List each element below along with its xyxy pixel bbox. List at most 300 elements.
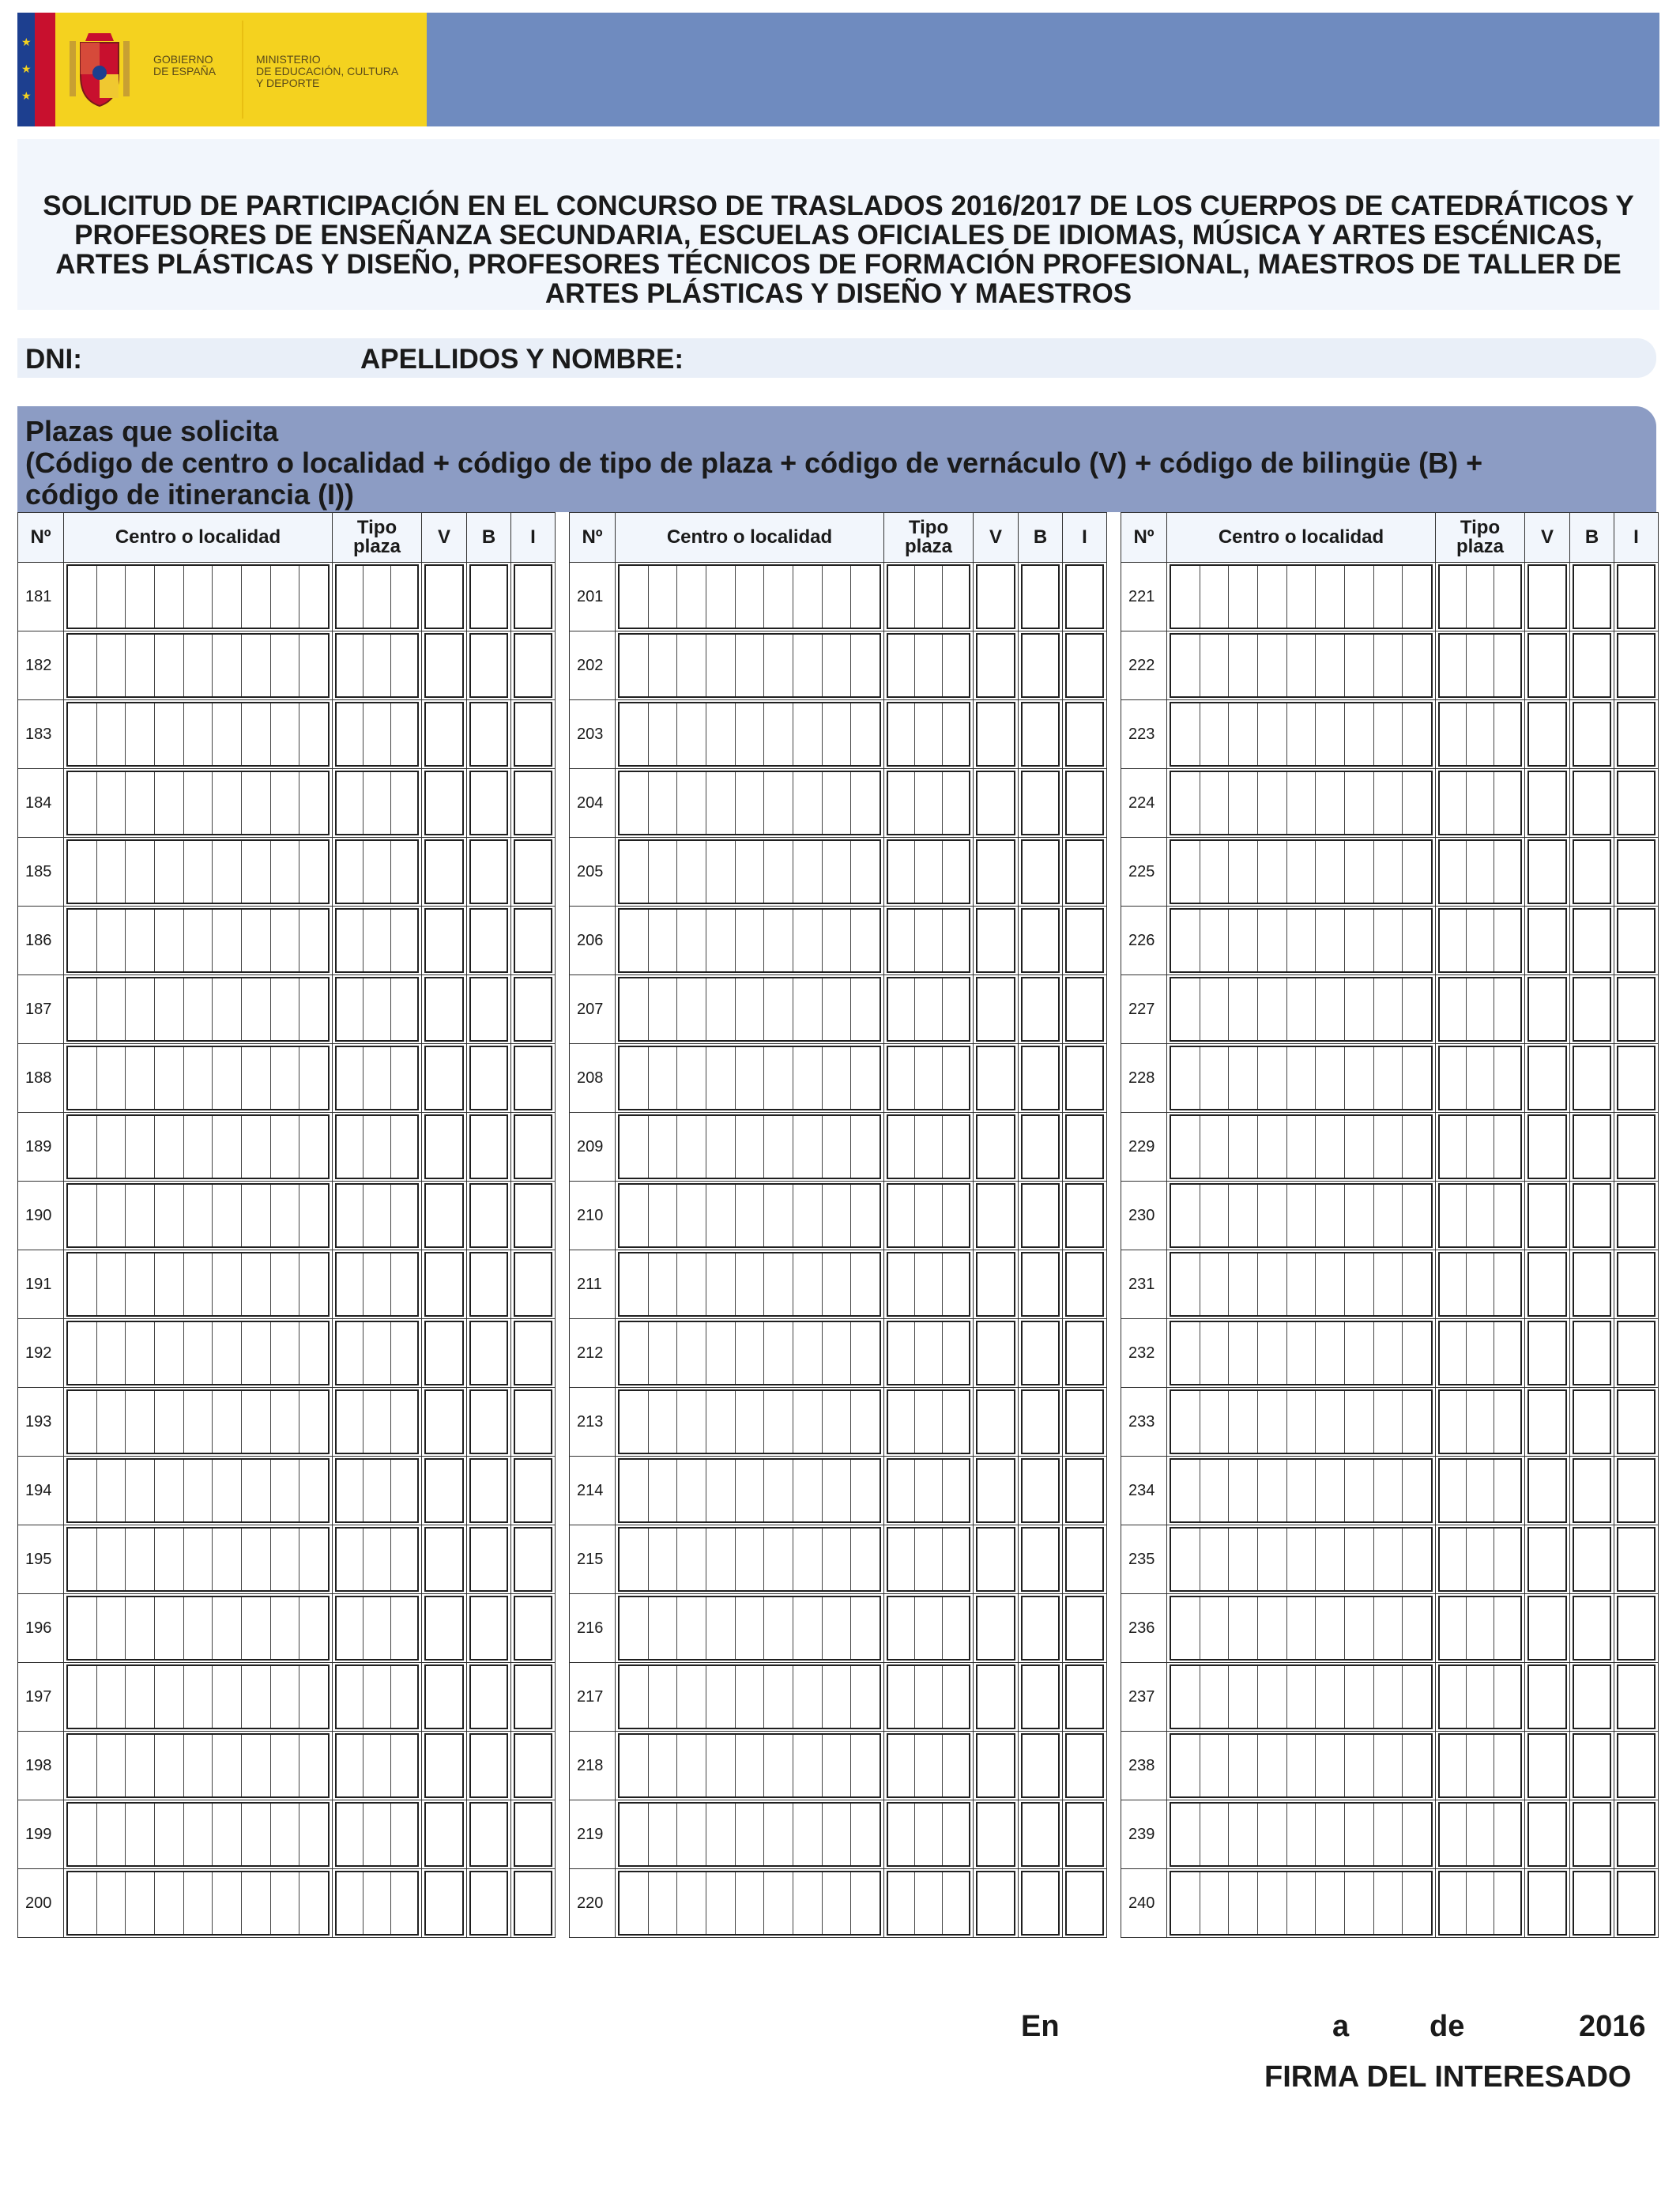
itinerancia-box[interactable] xyxy=(1065,771,1104,835)
vernaculo-box[interactable] xyxy=(424,1527,464,1592)
vernaculo-box[interactable] xyxy=(976,1389,1015,1454)
bilingue-box[interactable] xyxy=(1021,1664,1060,1729)
centro-code-boxes[interactable] xyxy=(618,1871,881,1936)
itinerancia-box[interactable] xyxy=(1065,1458,1104,1523)
centro-code-boxes[interactable] xyxy=(618,1389,881,1454)
tipo-plaza-boxes[interactable] xyxy=(887,564,970,629)
vernaculo-box[interactable] xyxy=(424,839,464,904)
centro-code-boxes[interactable] xyxy=(618,977,881,1042)
tipo-plaza-boxes[interactable] xyxy=(1438,908,1522,973)
vernaculo-box[interactable] xyxy=(424,1389,464,1454)
tipo-plaza-boxes[interactable] xyxy=(887,1321,970,1385)
tipo-plaza-boxes[interactable] xyxy=(1438,1596,1522,1661)
vernaculo-box[interactable] xyxy=(1527,771,1567,835)
tipo-plaza-boxes[interactable] xyxy=(887,1046,970,1110)
vernaculo-box[interactable] xyxy=(424,702,464,767)
tipo-plaza-boxes[interactable] xyxy=(887,839,970,904)
vernaculo-box[interactable] xyxy=(1527,1527,1567,1592)
itinerancia-box[interactable] xyxy=(1065,1183,1104,1248)
centro-code-boxes[interactable] xyxy=(66,908,330,973)
centro-code-boxes[interactable] xyxy=(618,908,881,973)
bilingue-box[interactable] xyxy=(1021,1733,1060,1798)
vernaculo-box[interactable] xyxy=(976,1046,1015,1110)
centro-code-boxes[interactable] xyxy=(618,564,881,629)
centro-code-boxes[interactable] xyxy=(1170,1183,1433,1248)
centro-code-boxes[interactable] xyxy=(66,1458,330,1523)
tipo-plaza-boxes[interactable] xyxy=(887,1458,970,1523)
vernaculo-box[interactable] xyxy=(1527,1114,1567,1179)
centro-code-boxes[interactable] xyxy=(66,1871,330,1936)
tipo-plaza-boxes[interactable] xyxy=(887,1252,970,1317)
tipo-plaza-boxes[interactable] xyxy=(335,702,419,767)
itinerancia-box[interactable] xyxy=(1065,908,1104,973)
itinerancia-box[interactable] xyxy=(514,1389,552,1454)
itinerancia-box[interactable] xyxy=(514,1664,552,1729)
centro-code-boxes[interactable] xyxy=(66,702,330,767)
vernaculo-box[interactable] xyxy=(976,908,1015,973)
bilingue-box[interactable] xyxy=(469,1183,508,1248)
tipo-plaza-boxes[interactable] xyxy=(335,771,419,835)
centro-code-boxes[interactable] xyxy=(618,1664,881,1729)
tipo-plaza-boxes[interactable] xyxy=(335,1733,419,1798)
bilingue-box[interactable] xyxy=(1021,1527,1060,1592)
itinerancia-box[interactable] xyxy=(514,633,552,698)
vernaculo-box[interactable] xyxy=(976,1458,1015,1523)
itinerancia-box[interactable] xyxy=(514,908,552,973)
bilingue-box[interactable] xyxy=(469,1114,508,1179)
tipo-plaza-boxes[interactable] xyxy=(335,1183,419,1248)
itinerancia-box[interactable] xyxy=(1617,839,1656,904)
itinerancia-box[interactable] xyxy=(1065,1046,1104,1110)
itinerancia-box[interactable] xyxy=(1617,1046,1656,1110)
tipo-plaza-boxes[interactable] xyxy=(887,1733,970,1798)
itinerancia-box[interactable] xyxy=(514,1527,552,1592)
bilingue-box[interactable] xyxy=(469,1252,508,1317)
centro-code-boxes[interactable] xyxy=(66,1046,330,1110)
itinerancia-box[interactable] xyxy=(514,1458,552,1523)
bilingue-box[interactable] xyxy=(469,1802,508,1867)
centro-code-boxes[interactable] xyxy=(66,1321,330,1385)
tipo-plaza-boxes[interactable] xyxy=(335,839,419,904)
centro-code-boxes[interactable] xyxy=(1170,702,1433,767)
centro-code-boxes[interactable] xyxy=(66,1183,330,1248)
bilingue-box[interactable] xyxy=(1573,1046,1611,1110)
vernaculo-box[interactable] xyxy=(1527,839,1567,904)
centro-code-boxes[interactable] xyxy=(618,1802,881,1867)
bilingue-box[interactable] xyxy=(1573,702,1611,767)
vernaculo-box[interactable] xyxy=(424,1458,464,1523)
tipo-plaza-boxes[interactable] xyxy=(335,564,419,629)
itinerancia-box[interactable] xyxy=(1065,1321,1104,1385)
vernaculo-box[interactable] xyxy=(976,1321,1015,1385)
tipo-plaza-boxes[interactable] xyxy=(887,1114,970,1179)
bilingue-box[interactable] xyxy=(1573,908,1611,973)
tipo-plaza-boxes[interactable] xyxy=(1438,1321,1522,1385)
bilingue-box[interactable] xyxy=(1021,1252,1060,1317)
centro-code-boxes[interactable] xyxy=(1170,1527,1433,1592)
bilingue-box[interactable] xyxy=(1573,1321,1611,1385)
bilingue-box[interactable] xyxy=(469,1389,508,1454)
vernaculo-box[interactable] xyxy=(424,1252,464,1317)
tipo-plaza-boxes[interactable] xyxy=(335,908,419,973)
bilingue-box[interactable] xyxy=(1021,977,1060,1042)
centro-code-boxes[interactable] xyxy=(66,977,330,1042)
bilingue-box[interactable] xyxy=(469,1871,508,1936)
bilingue-box[interactable] xyxy=(1021,633,1060,698)
bilingue-box[interactable] xyxy=(1573,564,1611,629)
itinerancia-box[interactable] xyxy=(1617,977,1656,1042)
vernaculo-box[interactable] xyxy=(424,771,464,835)
vernaculo-box[interactable] xyxy=(424,1114,464,1179)
vernaculo-box[interactable] xyxy=(424,1733,464,1798)
tipo-plaza-boxes[interactable] xyxy=(1438,839,1522,904)
bilingue-box[interactable] xyxy=(469,1664,508,1729)
tipo-plaza-boxes[interactable] xyxy=(887,1389,970,1454)
itinerancia-box[interactable] xyxy=(1617,1458,1656,1523)
itinerancia-box[interactable] xyxy=(1617,1252,1656,1317)
vernaculo-box[interactable] xyxy=(976,977,1015,1042)
vernaculo-box[interactable] xyxy=(976,702,1015,767)
bilingue-box[interactable] xyxy=(1021,702,1060,767)
tipo-plaza-boxes[interactable] xyxy=(1438,1527,1522,1592)
centro-code-boxes[interactable] xyxy=(66,1802,330,1867)
vernaculo-box[interactable] xyxy=(1527,1389,1567,1454)
centro-code-boxes[interactable] xyxy=(618,633,881,698)
vernaculo-box[interactable] xyxy=(424,1321,464,1385)
itinerancia-box[interactable] xyxy=(1617,1321,1656,1385)
vernaculo-box[interactable] xyxy=(976,1183,1015,1248)
tipo-plaza-boxes[interactable] xyxy=(887,1183,970,1248)
centro-code-boxes[interactable] xyxy=(1170,1114,1433,1179)
centro-code-boxes[interactable] xyxy=(1170,1321,1433,1385)
centro-code-boxes[interactable] xyxy=(66,1389,330,1454)
centro-code-boxes[interactable] xyxy=(66,564,330,629)
itinerancia-box[interactable] xyxy=(1617,1733,1656,1798)
vernaculo-box[interactable] xyxy=(976,1802,1015,1867)
tipo-plaza-boxes[interactable] xyxy=(1438,1871,1522,1936)
centro-code-boxes[interactable] xyxy=(1170,1664,1433,1729)
itinerancia-box[interactable] xyxy=(514,1046,552,1110)
tipo-plaza-boxes[interactable] xyxy=(1438,771,1522,835)
itinerancia-box[interactable] xyxy=(1617,908,1656,973)
bilingue-box[interactable] xyxy=(469,1733,508,1798)
itinerancia-box[interactable] xyxy=(1617,1664,1656,1729)
centro-code-boxes[interactable] xyxy=(618,1458,881,1523)
centro-code-boxes[interactable] xyxy=(618,1046,881,1110)
bilingue-box[interactable] xyxy=(1021,1183,1060,1248)
itinerancia-box[interactable] xyxy=(1065,702,1104,767)
vernaculo-box[interactable] xyxy=(976,1527,1015,1592)
tipo-plaza-boxes[interactable] xyxy=(1438,1389,1522,1454)
centro-code-boxes[interactable] xyxy=(618,771,881,835)
tipo-plaza-boxes[interactable] xyxy=(1438,1252,1522,1317)
bilingue-box[interactable] xyxy=(469,1321,508,1385)
itinerancia-box[interactable] xyxy=(514,1183,552,1248)
centro-code-boxes[interactable] xyxy=(66,1252,330,1317)
tipo-plaza-boxes[interactable] xyxy=(1438,1046,1522,1110)
centro-code-boxes[interactable] xyxy=(1170,839,1433,904)
tipo-plaza-boxes[interactable] xyxy=(887,1664,970,1729)
centro-code-boxes[interactable] xyxy=(1170,1802,1433,1867)
centro-code-boxes[interactable] xyxy=(1170,633,1433,698)
centro-code-boxes[interactable] xyxy=(618,1114,881,1179)
bilingue-box[interactable] xyxy=(1573,1183,1611,1248)
bilingue-box[interactable] xyxy=(469,839,508,904)
tipo-plaza-boxes[interactable] xyxy=(1438,1733,1522,1798)
centro-code-boxes[interactable] xyxy=(66,839,330,904)
vernaculo-box[interactable] xyxy=(1527,1596,1567,1661)
centro-code-boxes[interactable] xyxy=(66,1596,330,1661)
bilingue-box[interactable] xyxy=(1573,839,1611,904)
bilingue-box[interactable] xyxy=(469,564,508,629)
centro-code-boxes[interactable] xyxy=(1170,1596,1433,1661)
tipo-plaza-boxes[interactable] xyxy=(335,1871,419,1936)
bilingue-box[interactable] xyxy=(469,1046,508,1110)
vernaculo-box[interactable] xyxy=(976,1114,1015,1179)
itinerancia-box[interactable] xyxy=(1617,633,1656,698)
vernaculo-box[interactable] xyxy=(1527,977,1567,1042)
tipo-plaza-boxes[interactable] xyxy=(887,977,970,1042)
vernaculo-box[interactable] xyxy=(1527,908,1567,973)
bilingue-box[interactable] xyxy=(1021,564,1060,629)
vernaculo-box[interactable] xyxy=(976,1596,1015,1661)
bilingue-box[interactable] xyxy=(469,1596,508,1661)
itinerancia-box[interactable] xyxy=(1617,1527,1656,1592)
vernaculo-box[interactable] xyxy=(1527,633,1567,698)
bilingue-box[interactable] xyxy=(1573,771,1611,835)
centro-code-boxes[interactable] xyxy=(1170,1733,1433,1798)
itinerancia-box[interactable] xyxy=(514,1802,552,1867)
vernaculo-box[interactable] xyxy=(976,633,1015,698)
itinerancia-box[interactable] xyxy=(1065,839,1104,904)
centro-code-boxes[interactable] xyxy=(1170,1252,1433,1317)
itinerancia-box[interactable] xyxy=(514,977,552,1042)
tipo-plaza-boxes[interactable] xyxy=(1438,702,1522,767)
bilingue-box[interactable] xyxy=(1021,1596,1060,1661)
itinerancia-box[interactable] xyxy=(1617,771,1656,835)
vernaculo-box[interactable] xyxy=(424,1802,464,1867)
itinerancia-box[interactable] xyxy=(1617,1871,1656,1936)
bilingue-box[interactable] xyxy=(1573,1871,1611,1936)
centro-code-boxes[interactable] xyxy=(618,1252,881,1317)
tipo-plaza-boxes[interactable] xyxy=(1438,1802,1522,1867)
centro-code-boxes[interactable] xyxy=(66,771,330,835)
vernaculo-box[interactable] xyxy=(976,1733,1015,1798)
tipo-plaza-boxes[interactable] xyxy=(887,771,970,835)
itinerancia-box[interactable] xyxy=(1617,564,1656,629)
bilingue-box[interactable] xyxy=(1021,1321,1060,1385)
bilingue-box[interactable] xyxy=(1021,908,1060,973)
bilingue-box[interactable] xyxy=(1573,1458,1611,1523)
bilingue-box[interactable] xyxy=(469,1458,508,1523)
tipo-plaza-boxes[interactable] xyxy=(335,1046,419,1110)
tipo-plaza-boxes[interactable] xyxy=(335,977,419,1042)
vernaculo-box[interactable] xyxy=(1527,1664,1567,1729)
vernaculo-box[interactable] xyxy=(1527,1458,1567,1523)
bilingue-box[interactable] xyxy=(1021,1871,1060,1936)
tipo-plaza-boxes[interactable] xyxy=(335,1321,419,1385)
itinerancia-box[interactable] xyxy=(1617,1389,1656,1454)
centro-code-boxes[interactable] xyxy=(1170,908,1433,973)
centro-code-boxes[interactable] xyxy=(1170,1458,1433,1523)
bilingue-box[interactable] xyxy=(1573,1527,1611,1592)
vernaculo-box[interactable] xyxy=(1527,1183,1567,1248)
itinerancia-box[interactable] xyxy=(514,1871,552,1936)
tipo-plaza-boxes[interactable] xyxy=(887,1871,970,1936)
vernaculo-box[interactable] xyxy=(424,908,464,973)
itinerancia-box[interactable] xyxy=(1617,702,1656,767)
itinerancia-box[interactable] xyxy=(1065,1596,1104,1661)
itinerancia-box[interactable] xyxy=(1065,564,1104,629)
vernaculo-box[interactable] xyxy=(976,1252,1015,1317)
vernaculo-box[interactable] xyxy=(1527,1871,1567,1936)
bilingue-box[interactable] xyxy=(1021,1114,1060,1179)
bilingue-box[interactable] xyxy=(1573,1114,1611,1179)
itinerancia-box[interactable] xyxy=(514,771,552,835)
itinerancia-box[interactable] xyxy=(514,1733,552,1798)
centro-code-boxes[interactable] xyxy=(618,1527,881,1592)
vernaculo-box[interactable] xyxy=(424,633,464,698)
itinerancia-box[interactable] xyxy=(514,1252,552,1317)
bilingue-box[interactable] xyxy=(1573,1596,1611,1661)
centro-code-boxes[interactable] xyxy=(618,1321,881,1385)
tipo-plaza-boxes[interactable] xyxy=(1438,1458,1522,1523)
vernaculo-box[interactable] xyxy=(976,1664,1015,1729)
bilingue-box[interactable] xyxy=(1021,839,1060,904)
centro-code-boxes[interactable] xyxy=(618,1596,881,1661)
vernaculo-box[interactable] xyxy=(1527,1802,1567,1867)
centro-code-boxes[interactable] xyxy=(618,839,881,904)
itinerancia-box[interactable] xyxy=(1065,1389,1104,1454)
tipo-plaza-boxes[interactable] xyxy=(1438,977,1522,1042)
centro-code-boxes[interactable] xyxy=(618,1183,881,1248)
vernaculo-box[interactable] xyxy=(1527,564,1567,629)
itinerancia-box[interactable] xyxy=(514,839,552,904)
vernaculo-box[interactable] xyxy=(424,977,464,1042)
itinerancia-box[interactable] xyxy=(1065,1114,1104,1179)
tipo-plaza-boxes[interactable] xyxy=(335,1252,419,1317)
tipo-plaza-boxes[interactable] xyxy=(887,702,970,767)
tipo-plaza-boxes[interactable] xyxy=(1438,1183,1522,1248)
bilingue-box[interactable] xyxy=(1021,1802,1060,1867)
tipo-plaza-boxes[interactable] xyxy=(887,1527,970,1592)
vernaculo-box[interactable] xyxy=(424,1596,464,1661)
itinerancia-box[interactable] xyxy=(1617,1183,1656,1248)
centro-code-boxes[interactable] xyxy=(66,1527,330,1592)
itinerancia-box[interactable] xyxy=(1617,1802,1656,1867)
bilingue-box[interactable] xyxy=(1573,1664,1611,1729)
tipo-plaza-boxes[interactable] xyxy=(1438,1664,1522,1729)
bilingue-box[interactable] xyxy=(1021,1046,1060,1110)
centro-code-boxes[interactable] xyxy=(66,633,330,698)
centro-code-boxes[interactable] xyxy=(618,702,881,767)
bilingue-box[interactable] xyxy=(469,633,508,698)
itinerancia-box[interactable] xyxy=(1617,1114,1656,1179)
bilingue-box[interactable] xyxy=(469,702,508,767)
bilingue-box[interactable] xyxy=(1021,1389,1060,1454)
vernaculo-box[interactable] xyxy=(424,1871,464,1936)
itinerancia-box[interactable] xyxy=(514,1114,552,1179)
vernaculo-box[interactable] xyxy=(1527,1733,1567,1798)
bilingue-box[interactable] xyxy=(469,977,508,1042)
tipo-plaza-boxes[interactable] xyxy=(887,1596,970,1661)
vernaculo-box[interactable] xyxy=(976,771,1015,835)
bilingue-box[interactable] xyxy=(1573,633,1611,698)
vernaculo-box[interactable] xyxy=(1527,1046,1567,1110)
centro-code-boxes[interactable] xyxy=(618,1733,881,1798)
tipo-plaza-boxes[interactable] xyxy=(335,1114,419,1179)
centro-code-boxes[interactable] xyxy=(1170,771,1433,835)
bilingue-box[interactable] xyxy=(1021,1458,1060,1523)
vernaculo-box[interactable] xyxy=(1527,1321,1567,1385)
bilingue-box[interactable] xyxy=(469,771,508,835)
itinerancia-box[interactable] xyxy=(514,1321,552,1385)
tipo-plaza-boxes[interactable] xyxy=(887,908,970,973)
bilingue-box[interactable] xyxy=(469,1527,508,1592)
vernaculo-box[interactable] xyxy=(1527,702,1567,767)
itinerancia-box[interactable] xyxy=(1065,1252,1104,1317)
vernaculo-box[interactable] xyxy=(424,1664,464,1729)
vernaculo-box[interactable] xyxy=(976,839,1015,904)
tipo-plaza-boxes[interactable] xyxy=(335,633,419,698)
tipo-plaza-boxes[interactable] xyxy=(335,1527,419,1592)
bilingue-box[interactable] xyxy=(1573,1252,1611,1317)
vernaculo-box[interactable] xyxy=(424,1046,464,1110)
vernaculo-box[interactable] xyxy=(1527,1252,1567,1317)
tipo-plaza-boxes[interactable] xyxy=(887,633,970,698)
centro-code-boxes[interactable] xyxy=(1170,1046,1433,1110)
bilingue-box[interactable] xyxy=(469,908,508,973)
tipo-plaza-boxes[interactable] xyxy=(335,1664,419,1729)
tipo-plaza-boxes[interactable] xyxy=(1438,1114,1522,1179)
itinerancia-box[interactable] xyxy=(1065,1733,1104,1798)
itinerancia-box[interactable] xyxy=(514,1596,552,1661)
centro-code-boxes[interactable] xyxy=(1170,1871,1433,1936)
centro-code-boxes[interactable] xyxy=(1170,1389,1433,1454)
itinerancia-box[interactable] xyxy=(1065,1664,1104,1729)
vernaculo-box[interactable] xyxy=(976,1871,1015,1936)
tipo-plaza-boxes[interactable] xyxy=(887,1802,970,1867)
bilingue-box[interactable] xyxy=(1573,977,1611,1042)
bilingue-box[interactable] xyxy=(1573,1389,1611,1454)
centro-code-boxes[interactable] xyxy=(66,1664,330,1729)
tipo-plaza-boxes[interactable] xyxy=(335,1802,419,1867)
vernaculo-box[interactable] xyxy=(976,564,1015,629)
itinerancia-box[interactable] xyxy=(1065,1527,1104,1592)
itinerancia-box[interactable] xyxy=(1065,977,1104,1042)
tipo-plaza-boxes[interactable] xyxy=(335,1458,419,1523)
vernaculo-box[interactable] xyxy=(424,1183,464,1248)
bilingue-box[interactable] xyxy=(1021,771,1060,835)
bilingue-box[interactable] xyxy=(1573,1733,1611,1798)
bilingue-box[interactable] xyxy=(1573,1802,1611,1867)
vernaculo-box[interactable] xyxy=(424,564,464,629)
itinerancia-box[interactable] xyxy=(514,564,552,629)
centro-code-boxes[interactable] xyxy=(66,1733,330,1798)
itinerancia-box[interactable] xyxy=(1065,633,1104,698)
itinerancia-box[interactable] xyxy=(1065,1802,1104,1867)
itinerancia-box[interactable] xyxy=(1065,1871,1104,1936)
centro-code-boxes[interactable] xyxy=(1170,977,1433,1042)
itinerancia-box[interactable] xyxy=(1617,1596,1656,1661)
centro-code-boxes[interactable] xyxy=(1170,564,1433,629)
tipo-plaza-boxes[interactable] xyxy=(335,1596,419,1661)
tipo-plaza-boxes[interactable] xyxy=(1438,564,1522,629)
itinerancia-box[interactable] xyxy=(514,702,552,767)
tipo-plaza-boxes[interactable] xyxy=(1438,633,1522,698)
centro-code-boxes[interactable] xyxy=(66,1114,330,1179)
tipo-plaza-boxes[interactable] xyxy=(335,1389,419,1454)
